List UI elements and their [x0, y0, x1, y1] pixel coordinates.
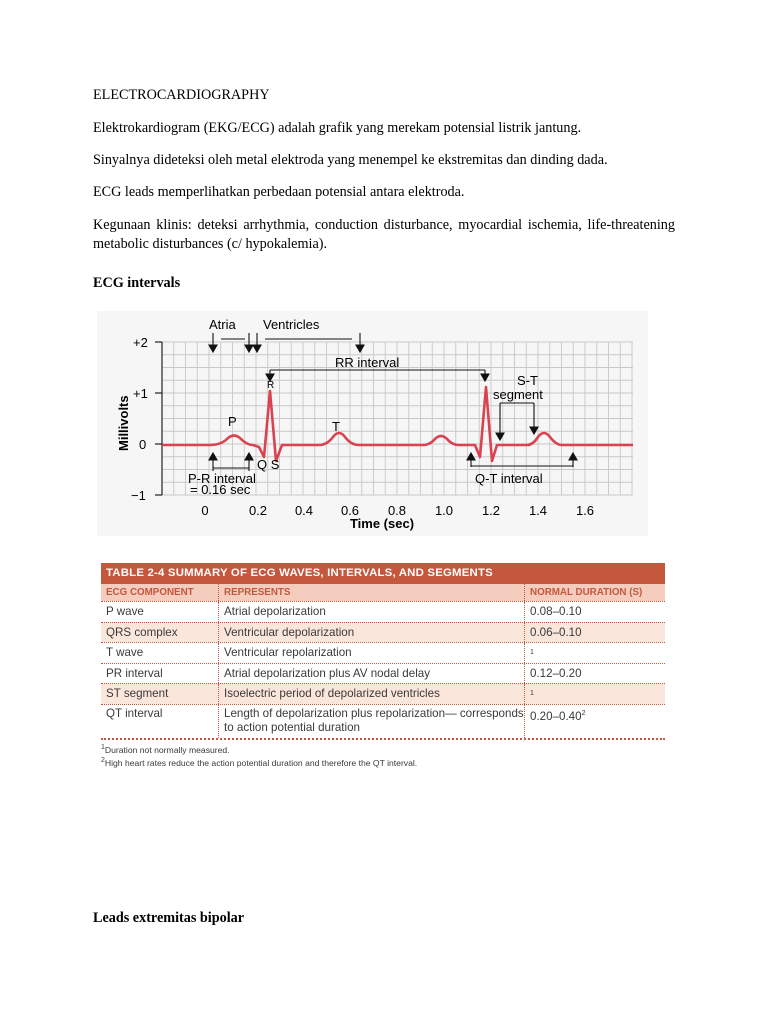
cell-duration [525, 705, 665, 738]
x-axis-label: Time (sec) [349, 516, 415, 531]
paragraph-clinical-use: Kegunaan klinis: deteksi arrhythmia, conduction disturbance, myocardial ischemia, life-threatening metabolic disturbances (c/ hypokalemia). [93, 217, 675, 252]
cell-component: P wave [101, 602, 219, 622]
cell-component: QT interval [101, 705, 219, 738]
label-pr-value: = 0.16 sec [190, 482, 251, 497]
section-title-ecg-intervals: ECG intervals [93, 275, 181, 291]
table-title: TABLE 2-4 SUMMARY OF ECG WAVES, INTERVALS, AND SEGMENTS [101, 563, 665, 584]
header-represents: REPRESENTS [219, 584, 525, 601]
table-row [101, 683, 665, 704]
table-grid [101, 584, 665, 740]
paragraph-leads: ECG leads memperlihatkan perbedaan potensial antara elektroda. [93, 184, 465, 200]
table-row [101, 642, 665, 663]
label-p-wave: P [228, 414, 237, 429]
x-tick-label: 0.4 [294, 503, 314, 518]
label-qs: Q S [257, 457, 280, 472]
cell-represents: Ventricular depolarization [219, 623, 525, 643]
cell-component: T wave [101, 643, 219, 663]
header-component: ECG COMPONENT [101, 584, 219, 601]
cell-represents: Length of depolarization plus repolarization— corresponds to action potential duration [219, 705, 525, 738]
cell-represents: Isoelectric period of depolarized ventricles [219, 684, 525, 704]
x-tick-label: 1.4 [528, 503, 548, 518]
footnote-ref: 1 [530, 649, 534, 656]
label-pr-interval: P-R interval [188, 471, 256, 486]
label-r-peak: R [267, 380, 275, 391]
footnote [101, 742, 665, 756]
table-row [101, 704, 665, 738]
x-tick-label: 0 [201, 503, 209, 518]
x-tick-label: 1.2 [481, 503, 501, 518]
table-row [101, 663, 665, 684]
table-header-row [101, 584, 665, 601]
cell-component: QRS complex [101, 623, 219, 643]
footnote-mark: 1 [101, 743, 105, 751]
cell-duration: 0.12–0.20 [530, 666, 582, 680]
cell-represents: Atrial depolarization plus AV nodal delay [219, 664, 525, 684]
y-axis-label: Millivolts [116, 395, 131, 451]
x-tick-label: 1.6 [575, 503, 595, 518]
document-heading: ELECTROCARDIOGRAPHY [93, 87, 270, 103]
label-atria: Atria [209, 317, 236, 332]
section-title-leads-extremitas: Leads extremitas bipolar [93, 910, 245, 926]
table-row [101, 622, 665, 643]
label-qt-interval: Q-T interval [475, 471, 543, 486]
ecg-diagram [97, 311, 648, 536]
y-tick-label: 0 [139, 437, 147, 452]
label-segment: segment [493, 387, 543, 402]
footnote-mark: 2 [101, 757, 105, 765]
footnote [101, 755, 665, 769]
footnote-ref: 1 [530, 690, 534, 697]
x-tick-label: 0.2 [248, 503, 268, 518]
cell-component: PR interval [101, 664, 219, 684]
cell-represents: Ventricular repolarization [219, 643, 525, 663]
cell-component: ST segment [101, 684, 219, 704]
paragraph-signal: Sinyalnya dideteksi oleh metal elektroda yang menempel ke ekstremitas dan dinding dada. [93, 152, 608, 168]
x-tick-label: 0.8 [387, 503, 407, 518]
paragraph-definition: Elektrokardiogram (EKG/ECG) adalah grafik yang merekam potensial listrik jantung. [93, 120, 582, 136]
table-footnotes [101, 742, 665, 770]
header-duration: NORMAL DURATION (S) [530, 587, 643, 598]
x-tick-label: 0.6 [340, 503, 360, 518]
y-tick-label: +1 [133, 386, 148, 401]
footnote-text: High heart rates reduce the action potential duration and therefore the QT interval. [104, 758, 418, 769]
label-ventricles: Ventricles [263, 317, 320, 332]
cell-duration: 0.08–0.10 [530, 605, 582, 618]
cell-represents: Atrial depolarization [219, 602, 525, 622]
cell-duration [525, 643, 665, 663]
cell-duration: 0.06–0.10 [530, 625, 582, 639]
label-t-wave: T [332, 419, 340, 434]
x-tick-label: 1.0 [434, 503, 454, 518]
ecg-summary-table [101, 563, 665, 769]
footnote-text: Duration not normally measured. [104, 744, 230, 755]
label-st: S-T [517, 373, 538, 388]
duration-value: 0.20–0.40 [530, 709, 582, 723]
footnote-ref: 2 [581, 709, 586, 717]
label-rr-interval: RR interval [335, 355, 400, 370]
y-tick-label: −1 [131, 488, 146, 503]
y-tick-label: +2 [133, 335, 148, 350]
table-row [101, 601, 665, 622]
figure-background [97, 311, 648, 536]
cell-duration [525, 684, 665, 704]
